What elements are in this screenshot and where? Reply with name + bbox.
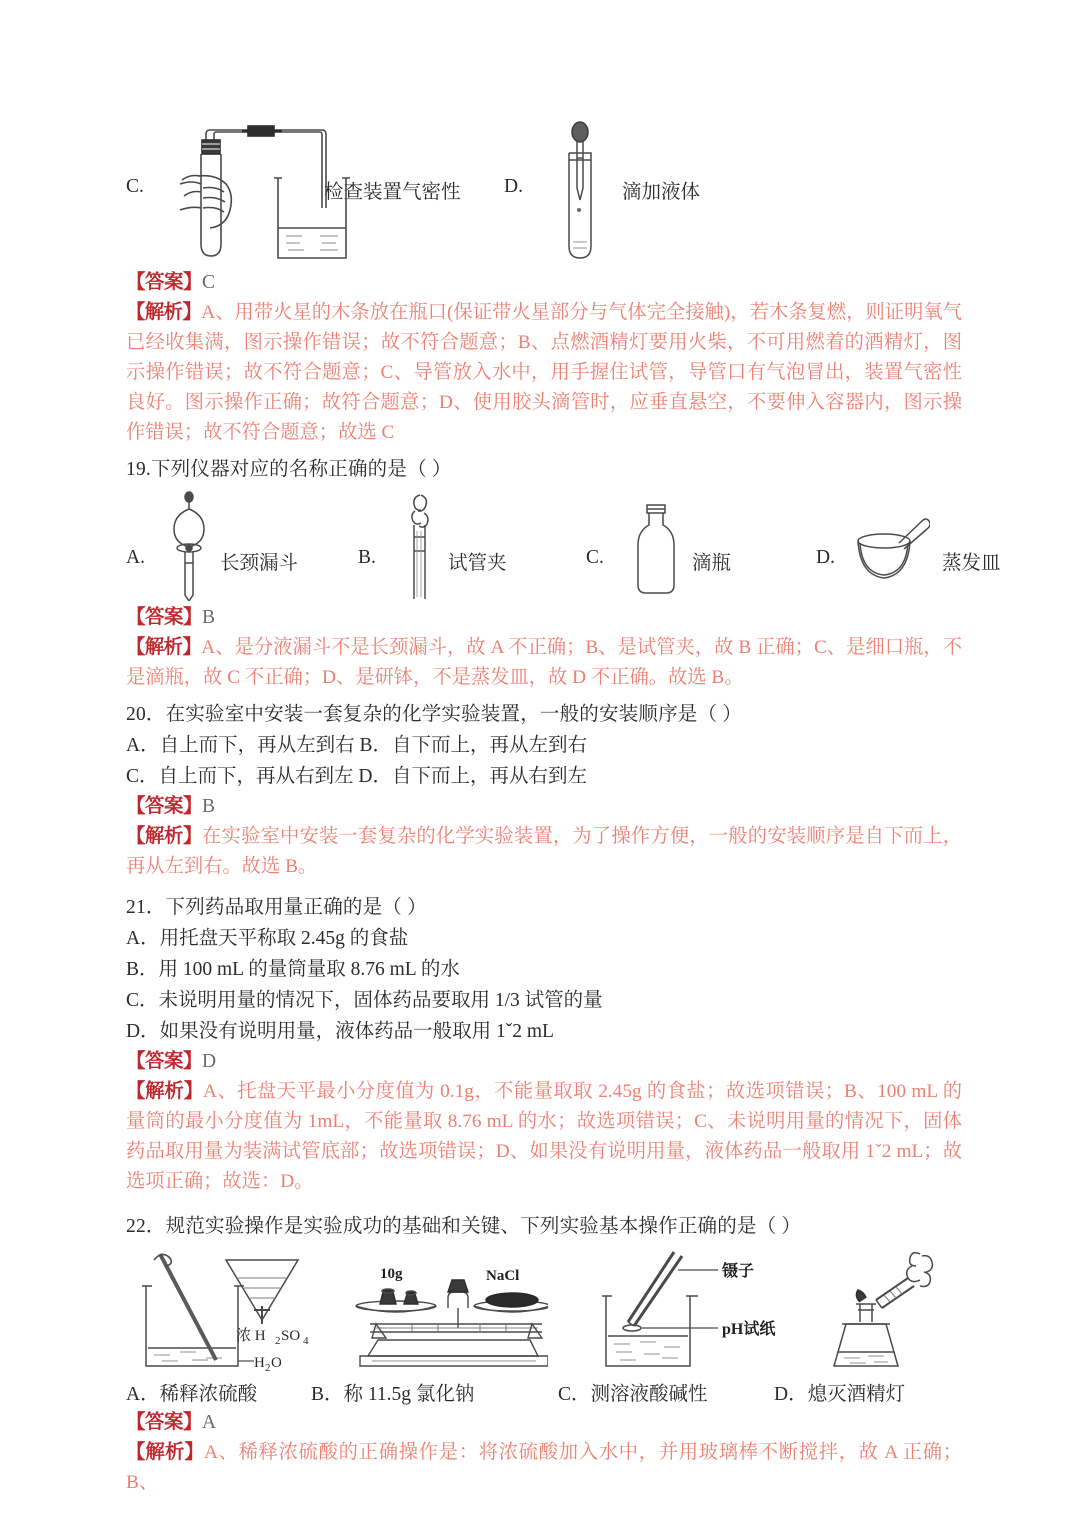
q21-option-c: C．未说明用量的情况下，固体药品要取用 1/3 试管的量 (126, 990, 603, 1011)
q18-option-c-caption: 检查装置气密性 (324, 182, 461, 203)
q21-option-d: D．如果没有说明用量，液体药品一般取用 1ˇ2 mL (126, 1021, 554, 1042)
q20-explanation (126, 822, 962, 882)
q19-option-b-caption: 试管夹 (448, 553, 507, 574)
q22-option-d-label: D．熄灭酒精灯 (774, 1384, 906, 1405)
q22-stem: 22．规范实验操作是实验成功的基础和关键、下列实验基本操作正确的是（ ） (126, 1216, 802, 1237)
explanation-tag: 【解析】 (126, 302, 202, 323)
q19-option-d-label: D. (816, 547, 835, 568)
q22-option-b-label: B．称 11.5g 氯化钠 (311, 1384, 475, 1405)
dropper-in-test-tube-icon (546, 118, 616, 263)
q19-figure-row (126, 491, 1001, 603)
q22-explanation (126, 1438, 962, 1498)
q19-option-a-label: A. (126, 547, 145, 568)
q19-option-d-caption: 蒸发皿 (942, 553, 1001, 574)
q19-answer-line (126, 603, 962, 633)
q19-option-a-caption: 长颈漏斗 (220, 553, 299, 574)
test-tube-clamp-icon (400, 491, 440, 603)
explanation-text: 在实验室中安装一套复杂的化学实验装置，为了操作方便，一般的安装顺序是自下而上，再从左到右。故选 B。 (126, 826, 963, 877)
q22-figure-row (126, 1248, 962, 1376)
explanation-text: A、用带火星的木条放在瓶口(保证带火星部分与气体完全接触)，若木条复燃，则证明氧气已经收集满，图示操作错误；故不符合题意；B、点燃酒精灯要用火柴，不可用燃着的酒精灯，图示操作错误；故不符合题意；C、导管放入水中，用手握住试管，导管口有气泡冒出，装置气密性良好。图示操作正确；故符合题意；D、使用胶头滴管时，应垂直悬空，不要伸入容器内，图示操作错误；故不符合题意；故选 C (126, 302, 963, 443)
q20-option-row-1: A．自上而下，再从左到右 B．自下而上，再从左到右 (126, 735, 587, 756)
q19-stem: 19.下列仪器对应的名称正确的是（ ） (126, 459, 452, 480)
dilute-concentrated-sulfuric-acid-icon (130, 1248, 310, 1374)
answer-value: D (202, 1051, 217, 1072)
svg-text:O: O (271, 1355, 282, 1371)
q22-option-a-label: A．稀释浓硫酸 (126, 1384, 258, 1405)
q19-option-b-label: B. (358, 547, 376, 568)
svg-text:2: 2 (265, 1362, 271, 1374)
svg-text:2: 2 (275, 1335, 281, 1347)
q19-explanation (126, 633, 962, 693)
answer-tag: 【答案】 (126, 1412, 203, 1433)
extinguish-alcohol-lamp-icon (816, 1248, 956, 1374)
q20-option-row-2: C．自上而下，再从右到左 D．自下而上，再从右到左 (126, 766, 587, 787)
mortar-and-pestle-icon (854, 513, 930, 583)
q20-answer-line (126, 792, 962, 822)
q18-option-d-label: D. (504, 176, 523, 197)
explanation-text: A、是分液漏斗不是长颈漏斗，故 A 不正确；B、是试管夹，故 B 正确；C、是细口瓶，不是滴瓶，故 C 不正确；D、是研钵，不是蒸发皿，故 D 不正确。故选 B。 (126, 637, 962, 688)
answer-value: B (202, 607, 216, 628)
explanation-text: A、托盘天平最小分度值为 0.1g，不能量取取 2.45g 的食盐；故选项错误；B、100 mL 的量筒的最小分度值为 1mL，不能量取 8.76 mL 的水；故选项错误；C、未说明用量的情况下，固体药品取用量为装满试管底部；故选项错误；D、如果没有说明用量，液体药品一般取用 1ˇ2 mL；故选项正确；故选：D。 (126, 1081, 962, 1192)
explanation-tag: 【解析】 (126, 826, 202, 847)
page-content (126, 118, 1001, 1498)
answer-tag: 【答案】 (126, 796, 203, 817)
answer-value: B (202, 796, 216, 817)
q19-option-c-label: C. (586, 547, 604, 568)
svg-text:pH试纸: pH试纸 (722, 1321, 776, 1338)
explanation-tag: 【解析】 (126, 1081, 204, 1102)
svg-text:镊子: 镊子 (722, 1263, 755, 1280)
narrow-mouth-bottle-icon (628, 499, 684, 599)
ph-paper-test-icon (586, 1248, 776, 1374)
svg-text:NaCl: NaCl (486, 1268, 520, 1284)
explanation-text: A、稀释浓硫酸的正确操作是：将浓硫酸加入水中，并用玻璃棒不断搅拌，故 A 正确；B、 (126, 1442, 963, 1493)
q21-answer-line (126, 1047, 962, 1077)
svg-text:浓 H: 浓 H (236, 1328, 266, 1344)
q22-answer-line (126, 1408, 962, 1438)
answer-tag: 【答案】 (126, 1051, 203, 1072)
svg-text:10g: 10g (380, 1266, 403, 1282)
answer-tag: 【答案】 (126, 607, 203, 628)
q18-figure-row (126, 118, 962, 268)
q18-answer-line (126, 268, 962, 298)
q18-option-d-caption: 滴加液体 (622, 182, 701, 203)
q22-option-c-label: C．测溶液酸碱性 (558, 1384, 708, 1405)
balance-weighing-icon (352, 1262, 548, 1370)
explanation-tag: 【解析】 (126, 1442, 205, 1463)
q19-option-c-caption: 滴瓶 (692, 553, 732, 574)
q21-stem: 21．下列药品取用量正确的是（ ） (126, 897, 427, 918)
answer-value: C (202, 272, 216, 293)
q21-option-a: A．用托盘天平称取 2.45g 的食盐 (126, 928, 409, 949)
q21-explanation (126, 1077, 962, 1197)
answer-value: A (202, 1412, 217, 1433)
separating-funnel-icon (164, 491, 214, 601)
q22-option-label-row (126, 1378, 962, 1408)
q20-stem: 20．在实验室中安装一套复杂的化学实验装置，一般的安装顺序是（ ） (126, 704, 742, 725)
explanation-tag: 【解析】 (126, 637, 202, 658)
svg-text:H: H (254, 1355, 265, 1371)
q18-explanation (126, 298, 962, 448)
q21-option-b: B．用 100 mL 的量筒量取 8.76 mL 的水 (126, 959, 460, 980)
svg-text:SO: SO (281, 1328, 301, 1344)
answer-tag: 【答案】 (126, 272, 203, 293)
q18-option-c-label: C. (126, 176, 144, 197)
svg-text:4: 4 (303, 1335, 309, 1347)
